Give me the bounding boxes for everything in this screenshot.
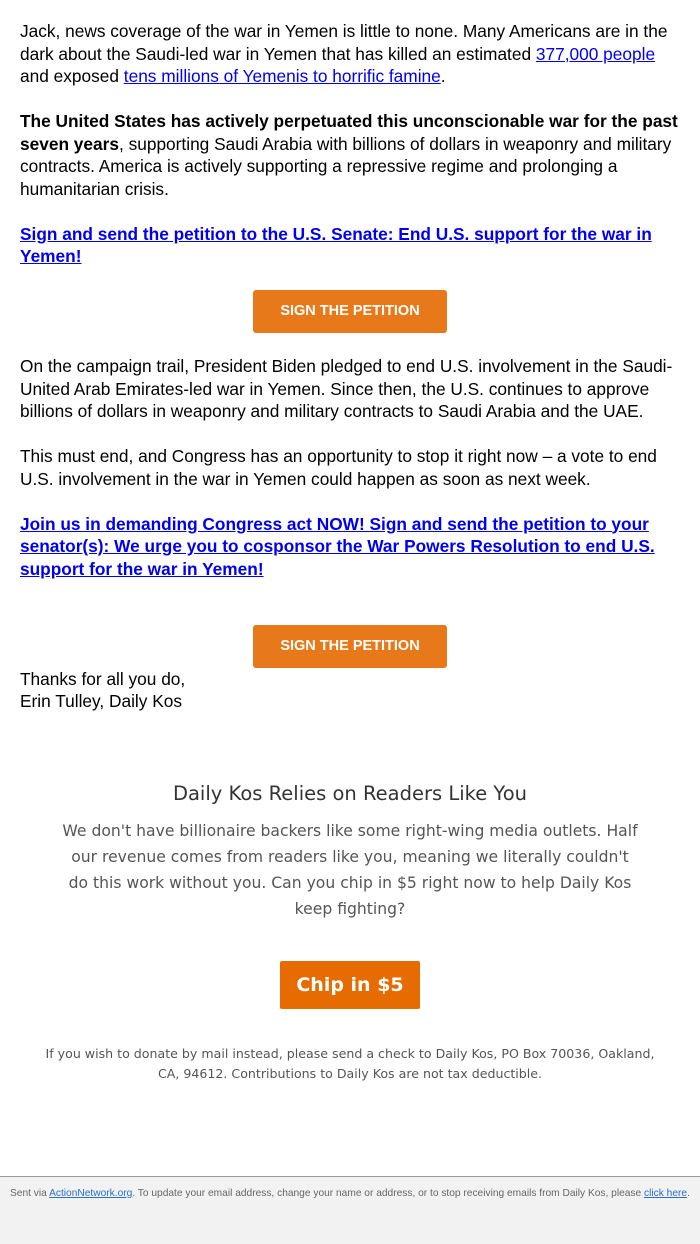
- footer-text: Sent via: [10, 1188, 50, 1199]
- signoff-line-2: Erin Tulley, Daily Kos: [20, 691, 182, 711]
- us-role-text: , supporting Saudi Arabia with billions of dollars in weaponry and military contracts. America is actively supporting a repressive regime and prolonging a humanitarian crisis.: [20, 133, 672, 199]
- congress-paragraph: This must end, and Congress has an opportunity to stop it right now – a vote to end U.S. involvement in the war in Yemen could happen as soon as next week.: [20, 446, 657, 489]
- intro-text-2: and exposed: [20, 66, 124, 86]
- mail-donation-note: If you wish to donate by mail instead, please send a check to Daily Kos, PO Box 70036, Oakland, CA, 94612. Contributions to Daily Kos are not tax deductible.: [45, 1046, 655, 1081]
- signoff-line-1: Thanks for all you do,: [20, 668, 186, 689]
- petition-cta-link-1[interactable]: Sign and send the petition to the U.S. Senate: End U.S. support for the war in Yemen!: [20, 223, 652, 266]
- signoff: [20, 668, 682, 713]
- intro-text: Jack, news coverage of the war in Yemen is little to none. Many Americans are in the dark about the Saudi-led war in Yemen that has killed an estimated: [20, 21, 668, 64]
- petition-cta-link-2[interactable]: Join us in demanding Congress act NOW! Sign and send the petition to your senator(s): We urge you to cosponsor the War Powers Resolution to end U.S. support for the war in Yemen!: [20, 513, 655, 579]
- intro-text-3: .: [440, 66, 446, 86]
- sign-petition-button-2[interactable]: SIGN THE PETITION: [253, 625, 447, 668]
- unsubscribe-link[interactable]: click here: [644, 1188, 688, 1199]
- donate-description: We don't have billionaire backers like some right-wing media outlets. Half our revenue comes from readers like you, meaning we literally couldn't do this work without you. Can you chip in $5 right now to help Daily Kos keep fighting?: [62, 822, 638, 918]
- us-role-bold: The United States has actively perpetuated this unconscionable war for the past seven years: [20, 111, 678, 154]
- chip-in-button[interactable]: Chip in $5: [280, 961, 420, 1009]
- deaths-link[interactable]: 377,000 people: [535, 43, 656, 64]
- biden-paragraph: On the campaign trail, President Biden pledged to end U.S. involvement in the Saudi-United Arab Emirates-led war in Yemen. Since then, the U.S. continues to approve billions of dollars in weaponry and military contracts to Saudi Arabia and the UAE.: [20, 356, 673, 421]
- email-footer: [0, 1176, 700, 1244]
- famine-link[interactable]: tens millions of Yemenis to horrific famine: [123, 66, 441, 86]
- us-role-paragraph: [20, 110, 682, 200]
- footer-text-2: . To update your email address, change your name or address, or to stop receiving emails from Daily Kos, please: [132, 1188, 645, 1199]
- action-network-link[interactable]: ActionNetwork.org: [49, 1188, 133, 1199]
- donate-heading: Daily Kos Relies on Readers Like You: [172, 782, 528, 805]
- intro-paragraph: [20, 20, 682, 88]
- footer-text-3: .: [687, 1188, 690, 1199]
- sign-petition-button-1[interactable]: SIGN THE PETITION: [253, 290, 447, 333]
